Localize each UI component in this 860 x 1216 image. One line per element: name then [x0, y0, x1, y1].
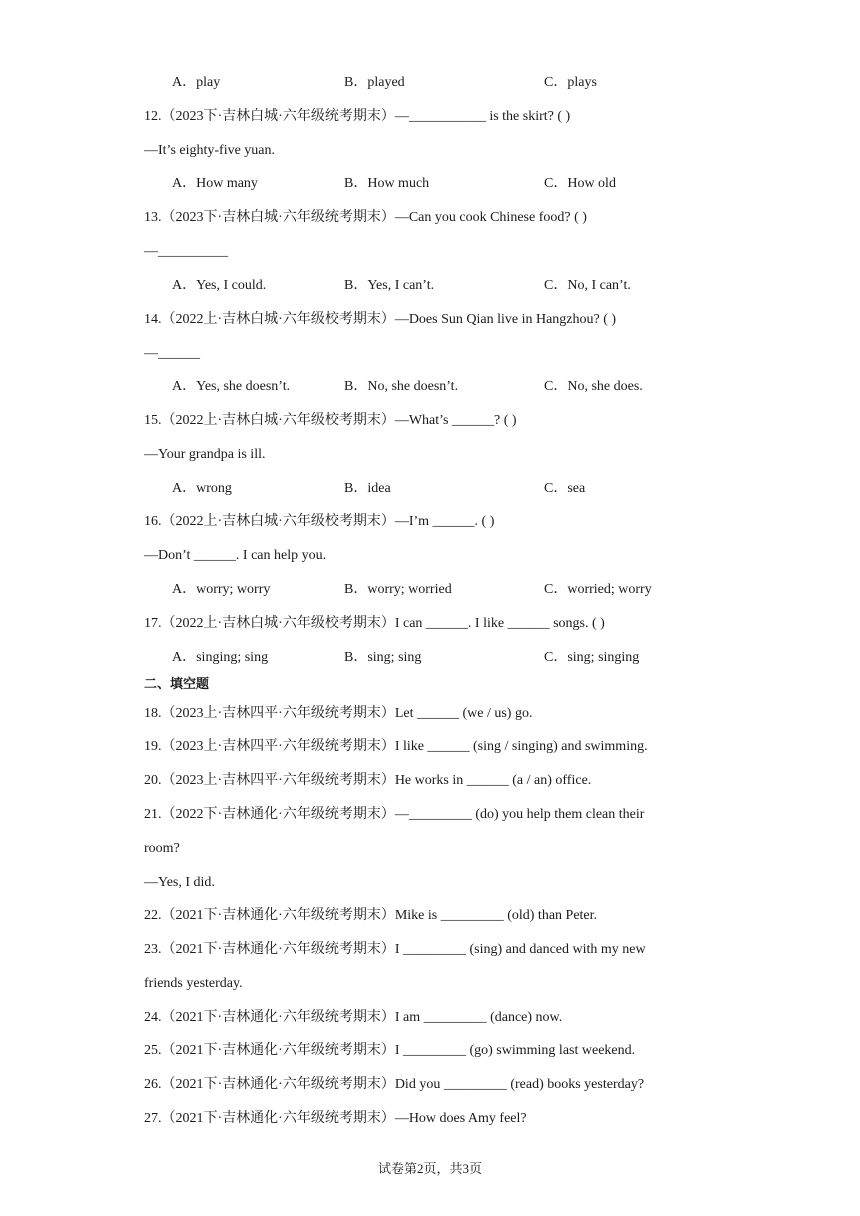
q17-stem: 17.（2022上·吉林白城·六年级校考期末）I can ______. I like ______ songs. ( ) — [144, 616, 605, 631]
q12-option-a: A．How many — [172, 176, 258, 191]
q16-option-a: A．worry; worry — [172, 582, 271, 597]
q13-option-c: C．No, I can’t. — [544, 278, 631, 293]
q20-text: 20.（2023上·吉林四平·六年级统考期末）He works in ______ (a / an) office. — [144, 773, 592, 788]
q12-option-b: B．How much — [344, 176, 430, 191]
q21-line1: 21.（2022下·吉林通化·六年级统考期末）—_________ (do) you help them clean their — [144, 807, 645, 822]
q25-text: 25.（2021下·吉林通化·六年级统考期末）I _________ (go) swimming last weekend. — [144, 1043, 636, 1058]
q14-option-c: C．No, she does. — [544, 379, 643, 394]
q11-option-b: B．played — [344, 75, 405, 90]
q16-reply: —Don’t ______. I can help you. — [144, 548, 327, 563]
q17-option-b: B．sing; sing — [344, 650, 422, 665]
q18-text: 18.（2023上·吉林四平·六年级统考期末）Let ______ (we / us) go. — [144, 706, 533, 721]
q17-option-a: A．singing; sing — [172, 650, 269, 665]
q16-stem: 16.（2022上·吉林白城·六年级校考期末）—I’m ______. ( ) — [144, 514, 495, 529]
page-footer: 试卷第2页，共3页 — [377, 1161, 482, 1176]
q15-stem: 15.（2022上·吉林白城·六年级校考期末）—What’s ______? ( ) — [144, 413, 517, 428]
q21-line2: room? — [144, 841, 180, 856]
q23-line2: friends yesterday. — [144, 976, 243, 991]
q14-reply: —______ — [144, 346, 200, 361]
q26-text: 26.（2021下·吉林通化·六年级统考期末）Did you _________ (read) books yesterday? — [144, 1077, 645, 1092]
q19-text: 19.（2023上·吉林四平·六年级统考期末）I like ______ (sing / singing) and swimming. — [144, 739, 648, 754]
q15-option-a: A．wrong — [172, 481, 232, 496]
q22-text: 22.（2021下·吉林通化·六年级统考期末）Mike is _________ (old) than Peter. — [144, 908, 598, 923]
q17-option-c: C．sing; singing — [544, 650, 640, 665]
q15-reply: —Your grandpa is ill. — [144, 447, 266, 462]
q16-option-c: C．worried; worry — [544, 582, 652, 597]
q14-option-a: A．Yes, she doesn’t. — [172, 379, 291, 394]
q15-option-b: B．idea — [344, 481, 391, 496]
q12-reply: —It’s eighty-five yuan. — [144, 143, 276, 158]
q16-option-b: B．worry; worried — [344, 582, 452, 597]
q13-reply: —__________ — [144, 244, 228, 259]
q12-stem: 12.（2023下·吉林白城·六年级统考期末）—___________ is the skirt? ( ) — [144, 109, 571, 124]
q21-reply: —Yes, I did. — [144, 875, 215, 890]
section-title-fill-in: 二、填空题 — [144, 677, 210, 692]
q14-option-b: B．No, she doesn’t. — [344, 379, 459, 394]
q13-option-b: B．Yes, I can’t. — [344, 278, 435, 293]
q13-stem: 13.（2023下·吉林白城·六年级统考期末）—Can you cook Chinese food? ( ) — [144, 210, 587, 225]
q24-text: 24.（2021下·吉林通化·六年级统考期末）I am _________ (dance) now. — [144, 1010, 563, 1025]
q12-option-c: C．How old — [544, 176, 616, 191]
q15-option-c: C．sea — [544, 481, 586, 496]
q13-option-a: A．Yes, I could. — [172, 278, 267, 293]
q23-line1: 23.（2021下·吉林通化·六年级统考期末）I _________ (sing) and danced with my new — [144, 942, 646, 957]
q11-option-c: C．plays — [544, 75, 597, 90]
q11-option-a: A．play — [172, 75, 221, 90]
q27-text: 27.（2021下·吉林通化·六年级统考期末）—How does Amy feel? — [144, 1111, 527, 1126]
q14-stem: 14.（2022上·吉林白城·六年级校考期末）—Does Sun Qian live in Hangzhou? ( ) — [144, 312, 617, 327]
